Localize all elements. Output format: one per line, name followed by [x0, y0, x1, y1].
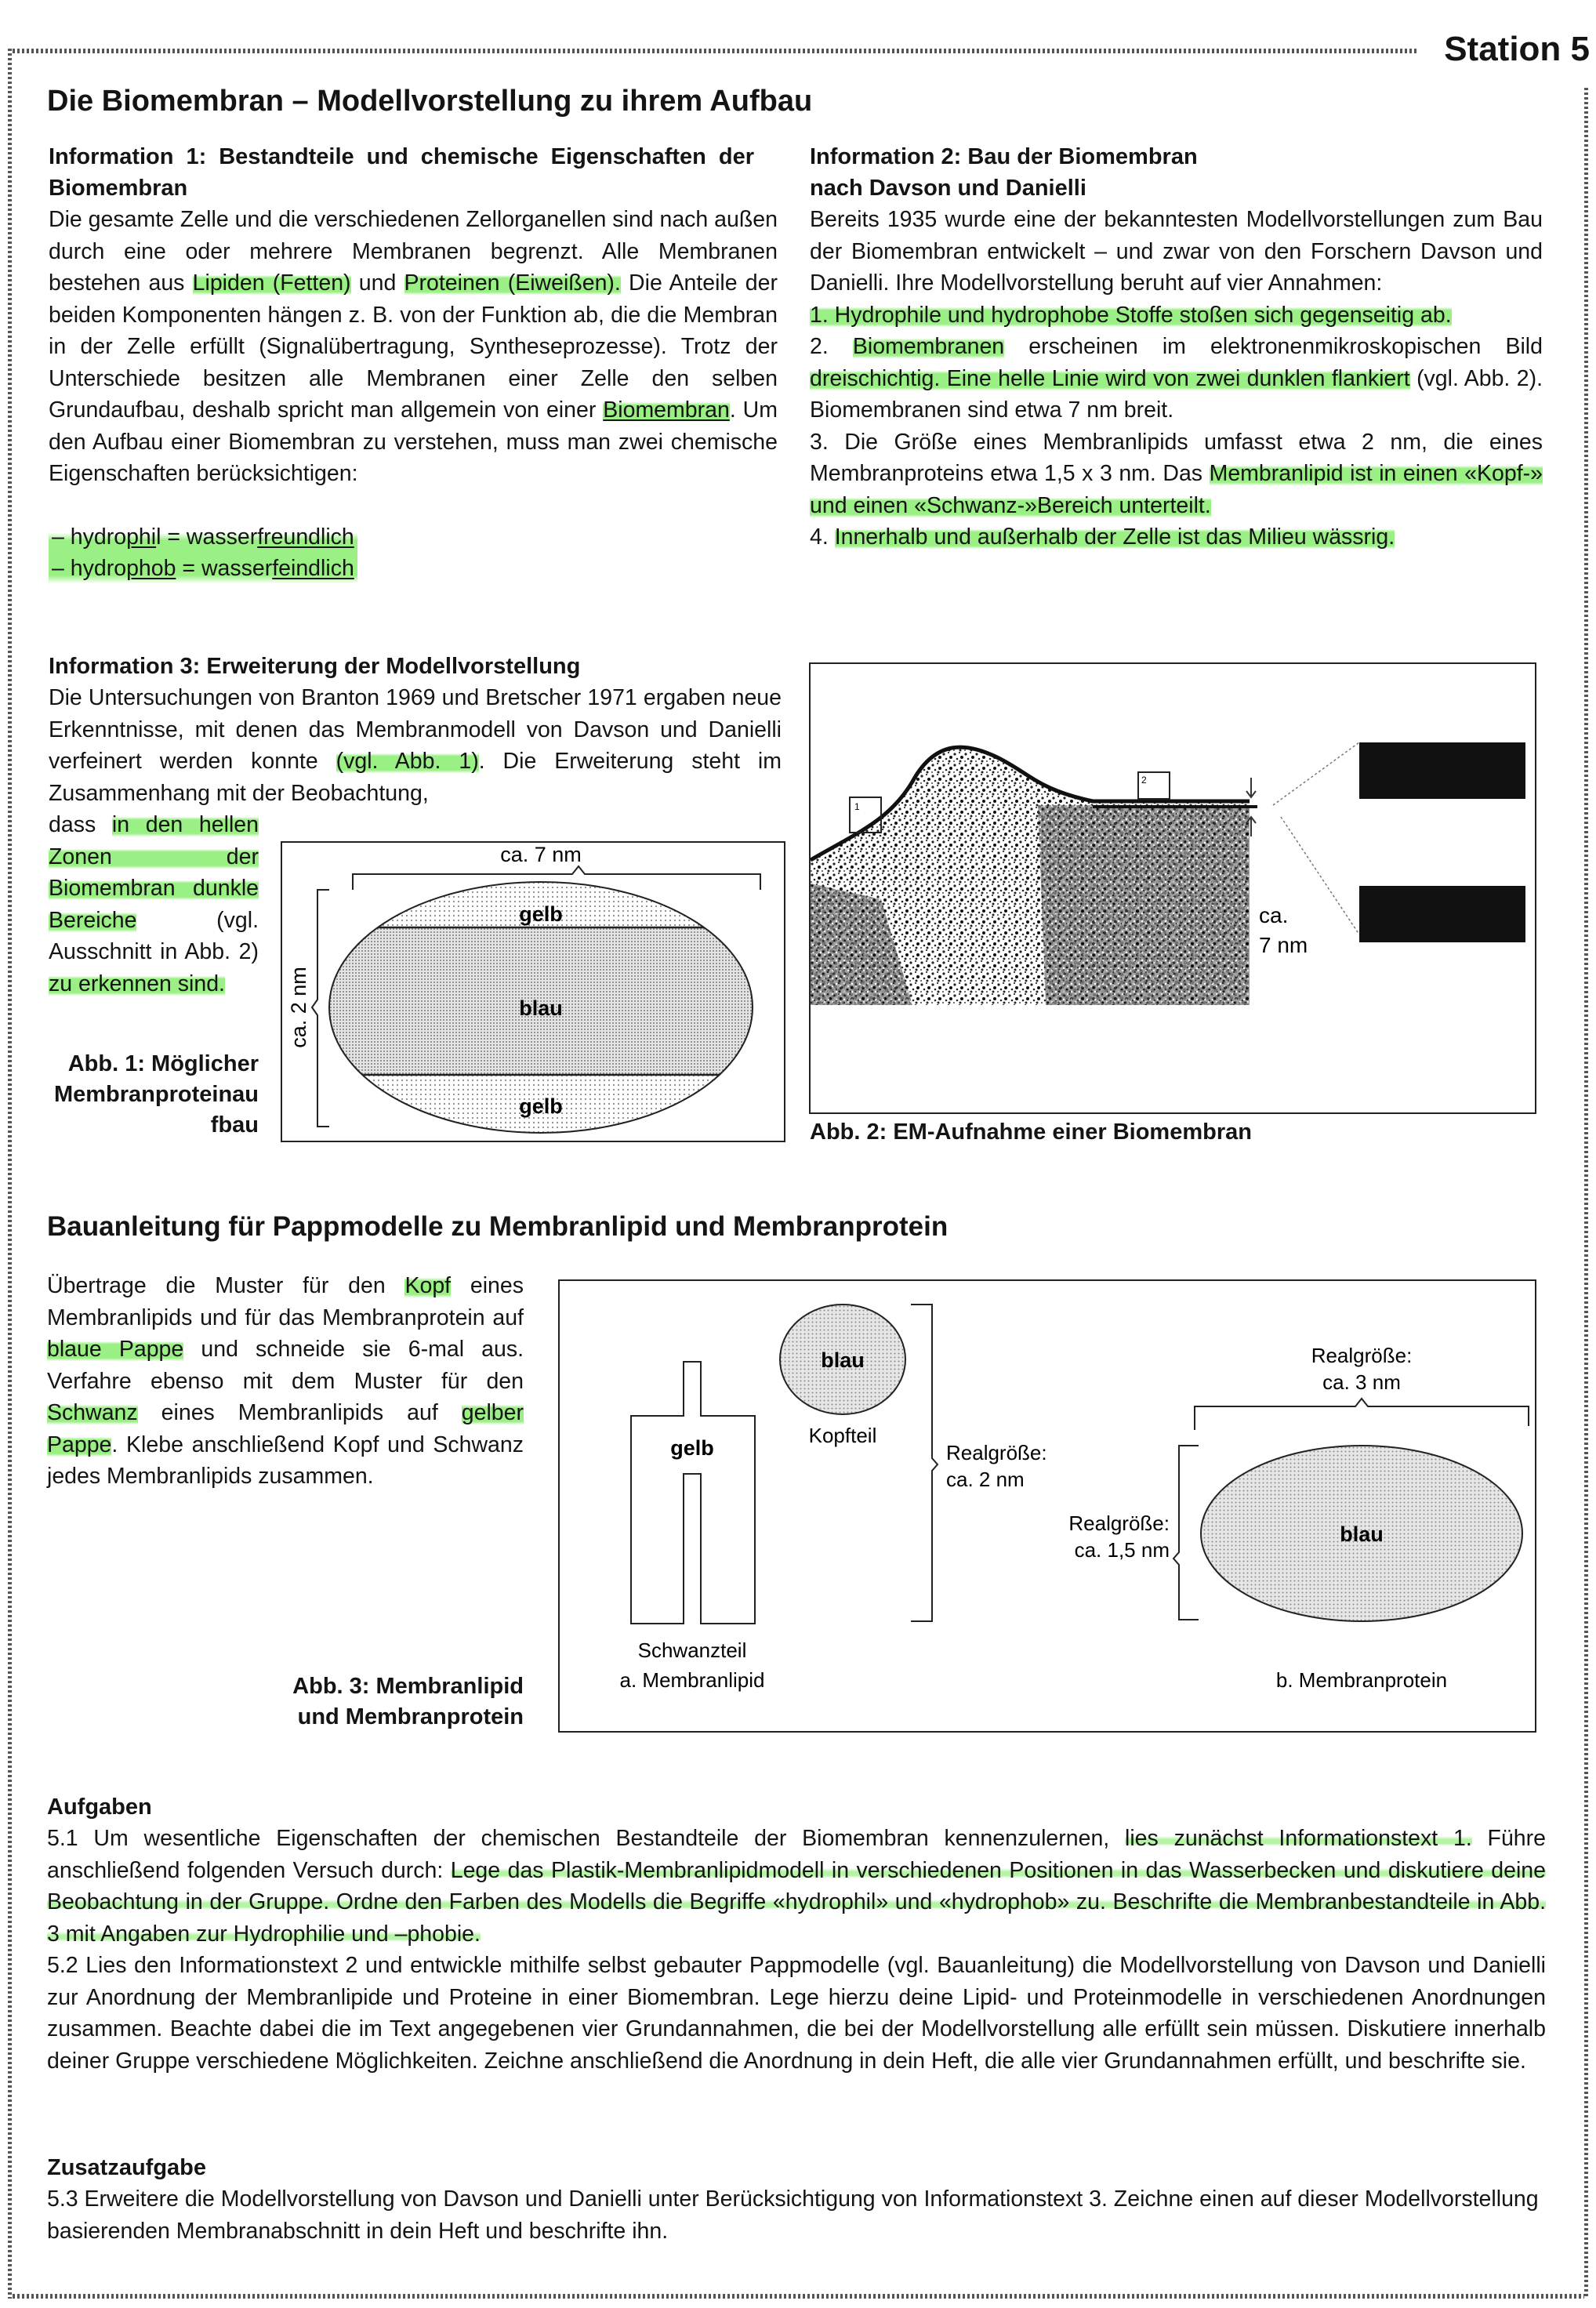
lipid-size-label-1: Realgröße: — [946, 1441, 1047, 1464]
protein-height-label-2: ca. 1,5 nm — [1074, 1538, 1170, 1562]
info2-title-2: nach Davson und Danielli — [810, 176, 1086, 201]
info3-text-4: (vgl. Ausschnitt in Abb. 2) — [49, 907, 259, 964]
head-color-label: blau — [821, 1348, 865, 1372]
fig3-box — [558, 1279, 1536, 1733]
highlight-lipids: Lipiden (Fetten) — [192, 270, 351, 296]
bau-text-2: eines Membranlipids und für das Membranprotein auf — [47, 1273, 524, 1330]
assumption-2-num: 2. — [810, 334, 853, 359]
highlight-helle-zonen: in den hellen Zonen der Biomembran dunkle Bereiche — [49, 812, 259, 933]
info1-text-1: Die gesamte Zelle und die verschiedenen Zellorganellen sind nach außen durch eine oder mehrere Membranen begrenzt. Alle Membranen bestehen aus — [49, 207, 778, 296]
def-underline: freundlich — [257, 524, 354, 550]
inset-box-1-label: 1 — [854, 801, 860, 812]
zusatz-title: Zusatzaufgabe — [47, 2155, 207, 2180]
highlight-dreischichtig: dreischichtig. Eine helle Linie wird von zwei dunklen flankiert — [810, 365, 1410, 391]
assumption-1-text: 1. Hydrophile und hydrophobe Stoffe stoßen sich gegenseitig ab. — [810, 302, 1452, 328]
highlight-membranlipid: Membranlipid ist in einen «Kopf-» und einen «Schwanz-»Bereich unterteilt. — [810, 461, 1543, 518]
def-text: l = wasser — [156, 524, 258, 550]
info2-intro: Bereits 1935 wurde eine der bekanntesten Modellvorstellungen zum Bau der Biomembran entwickelt – und zwar von den Forschern Davson und Danielli. Ihre Modellvorstellung beruht auf vier Annahmen: — [810, 207, 1543, 296]
highlight-schwanz: Schwanz — [47, 1400, 138, 1425]
info1-text — [49, 204, 778, 490]
task-5-1-text-2: Führe anschließend folgenden Versuch durch: — [47, 1826, 1546, 1883]
protein-color-label: blau — [1340, 1522, 1384, 1546]
protein-label: b. Membranprotein — [1275, 1668, 1448, 1692]
bau-text-4: eines Membranlipids auf — [137, 1400, 462, 1425]
lipid-label: a. Membranlipid — [619, 1668, 765, 1692]
assumption-2-end: (vgl. Abb. 2). Biomembranen sind etwa 7 nm breit. — [810, 365, 1543, 423]
aufgaben-title: Aufgaben — [47, 1795, 152, 1820]
zoom-line-top — [1273, 742, 1359, 805]
info1-text-4: . Um den Aufbau einer Biomembran zu verstehen, muss man zwei chemische Eigenschaften berücksichtigen: — [49, 397, 778, 486]
assumption-4 — [810, 521, 1543, 553]
protein-height-bracket — [1173, 1446, 1199, 1620]
layer-top-label: gelb — [519, 902, 563, 926]
info2-title-1: Information 2: Bau der Biomembran — [810, 144, 1198, 169]
head-label: Kopfteil — [808, 1424, 877, 1447]
inset-box-2-label: 2 — [1141, 775, 1147, 786]
bau-text-3: und schneide sie 6-mal aus. Verfahre ebenso mit dem Muster für den — [47, 1337, 524, 1394]
info3-text-1: Die Untersuchungen von Branton 1969 und Bretscher 1971 ergaben neue Erkenntnisse, mit denen das Membranmodell von Davson und Danielli verfeinert werden konnte — [49, 685, 782, 774]
task-5-1-text: 5.1 Um wesentliche Eigenschaften der chemischen Bestandteile der Biomembran kennenzulernen, — [47, 1826, 1126, 1851]
frame-border-bottom — [8, 2294, 1588, 2299]
aufgaben-block — [47, 1791, 1546, 2077]
protein-width-label-1: Realgröße: — [1311, 1344, 1413, 1367]
fig3-diagram — [560, 1281, 1535, 1731]
highlight-erkennen: zu erkennen sind. — [49, 971, 225, 996]
highlight-blaue-pappe: blaue Pappe — [47, 1337, 184, 1362]
lipid-size-bracket — [911, 1305, 938, 1621]
assumption-3 — [810, 426, 1543, 522]
bauanleitung-text — [47, 1270, 524, 1493]
task-5-1 — [47, 1823, 1546, 1950]
info3-block — [49, 651, 782, 809]
bauanleitung-title: Bauanleitung für Pappmodelle zu Membranlipid und Membranprotein — [47, 1211, 949, 1242]
page-title: Die Biomembran – Modellvorstellung zu ihrem Aufbau — [47, 85, 813, 118]
layer-bottom-label: gelb — [519, 1094, 563, 1118]
thickness-label-1: ca. — [1259, 903, 1289, 927]
highlight-gelbe-pappe: gelber Pappe — [47, 1400, 524, 1457]
highlight-biomembranen: Biomembranen — [852, 334, 1005, 359]
task-5-1-highlight-1: lies zunächst Informationstext 1. — [1125, 1826, 1472, 1851]
def-text: – hydro — [52, 524, 127, 550]
info1-block — [49, 141, 778, 585]
def-underline: phi — [126, 524, 157, 550]
fig1-diagram — [282, 843, 784, 1141]
fig1-caption — [49, 1049, 259, 1141]
tail-color-label: gelb — [670, 1436, 714, 1460]
highlight-abb1-ref: (vgl. Abb. 1) — [336, 749, 479, 774]
def-underline: phob — [126, 556, 176, 581]
assumption-2 — [810, 331, 1543, 426]
lipid-size-label-2: ca. 2 nm — [946, 1468, 1025, 1491]
height-label: ca. 2 nm — [287, 967, 310, 1048]
def-underline: feindlich — [272, 556, 354, 581]
fig3-caption-line-2: und Membranprotein — [297, 1704, 524, 1729]
info3-text-3: dass — [49, 812, 112, 837]
bau-text-5: . Klebe anschließend Kopf und Schwanz jedes Membranlipids zusammen. — [47, 1432, 524, 1489]
layer-mid-label: blau — [519, 996, 563, 1020]
info1-title: Information 1: Bestandteile und chemische Eigenschaften der Biomembran — [49, 144, 754, 201]
task-5-3: 5.3 Erweitere die Modellvorstellung von Davson und Danielli unter Berücksichtigung von Informationstext 3. Zeichne einen auf dieser Modellvorstellung basierenden Membranabschnitt in dein Heft und beschrifte ihn. — [47, 2186, 1539, 2244]
assumption-3-text: 3. Die Größe eines Membranlipids umfasst etwa 2 nm, die eines Membranproteins etwa 1,5 x 3 nm. Das — [810, 429, 1543, 486]
fig3-caption-line-1: Abb. 3: Membranlipid — [292, 1674, 524, 1699]
assumption-2-text: erscheinen im elektronenmikroskopischen Bild — [1004, 334, 1543, 359]
assumption-4-num: 4. — [810, 524, 835, 550]
height-bracket — [312, 890, 329, 1127]
thickness-label-2: 7 nm — [1259, 933, 1308, 957]
def-text: = wasser — [176, 556, 273, 581]
highlight-milieu: Innerhalb und außerhalb der Zelle ist das Milieu wässrig. — [834, 524, 1395, 550]
fig1-caption-text: Abb. 1: Möglicher Membranproteinaufbau — [53, 1051, 259, 1138]
frame-border-top — [8, 49, 1419, 53]
info3-text-2: . Die Erweiterung steht im Zusammenhang mit der Beobachtung, — [49, 749, 782, 806]
assumption-1 — [810, 299, 1543, 332]
fig2-caption: Abb. 2: EM-Aufnahme einer Biomembran — [810, 1120, 1252, 1145]
definitions-highlight — [49, 521, 357, 585]
frame-border-right — [1584, 88, 1588, 2299]
fig2-box — [809, 662, 1536, 1114]
highlight-biomembran: Biomembran — [603, 397, 730, 423]
station-label: Station 5 — [1444, 30, 1590, 68]
highlight-proteins: Proteinen (Eiweißen). — [404, 270, 621, 296]
bau-text-1: Übertrage die Muster für den — [47, 1273, 405, 1298]
dark-layer-top — [1359, 742, 1525, 799]
zoom-line-bottom — [1281, 817, 1359, 934]
info1-text-3: Die Anteile der beiden Komponenten hängen z. B. von der Funktion ab, die die Membran in der Zelle erfüllt (Signalübertragung, Syntheseprozesse). Trotz der Unterschiede besitzen alle Membranen einer Zelle den selben Grundaufbau, deshalb spricht man allgemein von einer — [49, 270, 778, 423]
protein-width-bracket — [1195, 1399, 1529, 1430]
highlight-kopf: Kopf — [404, 1273, 452, 1298]
zusatz-block — [47, 2152, 1546, 2247]
protein-height-label-1: Realgröße: — [1068, 1511, 1170, 1535]
info3-continuation — [49, 809, 259, 1000]
fig1-box — [281, 841, 785, 1142]
em-micrograph — [811, 747, 1257, 1005]
task-5-1-highlight-2: Lege das Plastik-Membranlipidmodell in verschiedenen Positionen in das Wasserbecken und diskutiere deine Beobachtung in der Gruppe. Ordne den Farben des Modells die Begriffe «hydrophil» und «hydrophob» zu. Beschrifte die Membranbestandteile in Abb. 3 mit Angaben zur Hydrophilie und –phobie. — [47, 1857, 1546, 1947]
definition-hydrophil — [52, 521, 354, 553]
width-label: ca. 7 nm — [500, 843, 582, 866]
tail-label: Schwanzteil — [637, 1638, 747, 1662]
info3-title: Information 3: Erweiterung der Modellvorstellung — [49, 654, 581, 679]
info1-text-2: und — [350, 270, 404, 296]
def-text: – hydro — [52, 556, 127, 581]
lipid-tail-shape — [631, 1362, 755, 1624]
frame-border-left — [8, 49, 12, 2299]
dark-layer-bottom — [1359, 886, 1525, 942]
fig2-em-image — [811, 664, 1535, 1112]
fig3-caption — [47, 1671, 524, 1733]
task-5-2: 5.2 Lies den Informationstext 2 und entwickle mithilfe selbst gebauter Pappmodelle (vgl. Bauanleitung) die Modellvorstellung von Davson und Danielli zur Anordnung der Membranlipide und Proteine in einer Biomembran. Lege hierzu deine Lipid- und Proteinmodelle in verschiedenen Anordnungen zusammen. Beachte dabei die im Text angegebenen vier Grundannahmen, die bei der Modellvorstellung alle erfüllt sein müssen. Diskutiere innerhalb deiner Gruppe verschiedene Möglichkeiten. Zeichne anschließend die Anordnung in dein Heft, die alle vier Grundannahmen erfüllt, und beschrifte sie. — [47, 1953, 1546, 2074]
definition-hydrophob — [52, 553, 354, 585]
protein-width-label-2: ca. 3 nm — [1322, 1370, 1401, 1394]
info3-text — [49, 682, 782, 809]
info2-block — [810, 141, 1543, 553]
